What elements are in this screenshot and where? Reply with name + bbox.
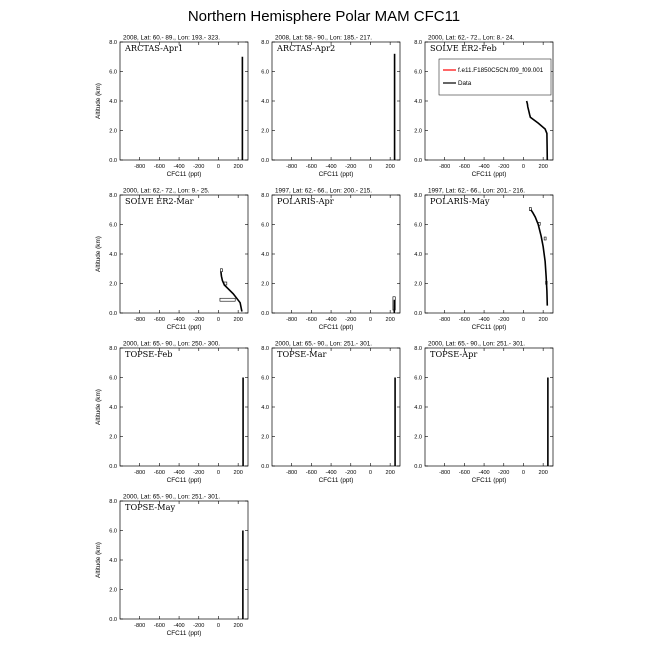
plot-frame — [272, 195, 400, 313]
y-tick-label: 2.0 — [109, 587, 117, 594]
y-tick-label: 8.0 — [109, 499, 117, 505]
x-tick-label: 200 — [385, 164, 395, 170]
y-axis-title: Altitude (km) — [95, 389, 102, 425]
x-tick-label: 200 — [233, 317, 243, 323]
y-tick-label: 8.0 — [261, 346, 269, 352]
plot-frame — [425, 348, 553, 466]
y-tick-label: 0.0 — [109, 158, 117, 164]
x-tick-label: -400 — [325, 317, 337, 323]
x-tick-label: 0 — [368, 317, 373, 323]
y-tick-label: 0.0 — [414, 464, 422, 470]
y-tick-label: 6.0 — [109, 375, 117, 382]
series-line — [221, 272, 242, 312]
x-tick-label: -600 — [153, 623, 165, 629]
x-tick-label: -800 — [286, 164, 298, 170]
x-tick-label: -200 — [345, 317, 357, 323]
y-tick-label: 6.0 — [109, 222, 117, 229]
y-tick-label: 8.0 — [261, 193, 269, 199]
y-tick-label: 8.0 — [109, 193, 117, 199]
panel-label: SOLVE ER2-Feb — [430, 43, 497, 53]
x-tick-label: -800 — [134, 470, 146, 476]
panel-label: TOPSE-Apr — [430, 349, 478, 359]
panel-label: POLARIS-May — [430, 196, 490, 206]
y-tick-label: 2.0 — [261, 434, 269, 441]
panel-label: POLARIS-Apr — [277, 196, 334, 206]
x-tick-label: 0 — [521, 164, 526, 170]
x-tick-label: 0 — [521, 470, 526, 476]
panel-label: TOPSE-Mar — [277, 349, 327, 359]
y-tick-label: 0.0 — [261, 464, 269, 470]
chart-panel — [414, 35, 553, 179]
y-tick-label: 4.0 — [109, 252, 117, 258]
x-tick-label: -400 — [325, 164, 337, 170]
x-tick-label: -200 — [193, 317, 205, 323]
y-axis-title: Altitude (km) — [95, 236, 102, 272]
panel-header: 2008, Lat: 58.- 90., Lon: 185.- 217. — [275, 34, 372, 42]
x-axis-title: CFC11 (ppt) — [318, 324, 354, 331]
x-tick-label: -200 — [345, 470, 357, 476]
x-axis-title: CFC11 (ppt) — [166, 171, 202, 178]
y-tick-label: 8.0 — [261, 40, 269, 46]
x-tick-label: 0 — [216, 164, 221, 170]
series-line — [527, 101, 548, 160]
x-tick-label: -400 — [173, 164, 185, 170]
series-line — [531, 210, 547, 306]
x-tick-label: -800 — [439, 317, 451, 323]
page-title: Northern Hemisphere Polar MAM CFC11 — [187, 8, 461, 25]
chart-panel — [261, 35, 400, 179]
x-tick-label: -600 — [305, 164, 317, 170]
panel-header: 1997, Lat: 62.- 66., Lon: 201.- 216. — [428, 187, 525, 195]
chart-panel — [414, 341, 553, 485]
x-tick-label: -400 — [173, 470, 185, 476]
x-tick-label: -200 — [345, 164, 357, 170]
x-tick-label: -600 — [153, 164, 165, 170]
y-tick-label: 8.0 — [414, 193, 422, 199]
y-tick-label: 2.0 — [109, 128, 117, 135]
x-axis-title: CFC11 (ppt) — [471, 477, 507, 484]
y-tick-label: 2.0 — [261, 281, 269, 288]
x-axis-title: CFC11 (ppt) — [471, 324, 507, 331]
plot-frame — [272, 42, 400, 160]
x-tick-label: -200 — [193, 470, 205, 476]
x-tick-label: -800 — [439, 470, 451, 476]
x-tick-label: -200 — [498, 164, 510, 170]
y-tick-label: 4.0 — [414, 405, 422, 411]
x-tick-label: -600 — [458, 317, 470, 323]
y-tick-label: 0.0 — [414, 311, 422, 317]
x-tick-label: 200 — [538, 470, 548, 476]
x-tick-label: -200 — [193, 164, 205, 170]
data-box — [220, 269, 222, 272]
panel-header: 2000, Lat: 65.- 90., Lon: 250.- 300. — [123, 340, 220, 348]
y-tick-label: 2.0 — [109, 281, 117, 288]
x-axis-title: CFC11 (ppt) — [471, 171, 507, 178]
x-tick-label: 200 — [233, 623, 243, 629]
x-axis-title: CFC11 (ppt) — [318, 477, 354, 484]
y-tick-label: 4.0 — [261, 99, 269, 105]
y-tick-label: 8.0 — [414, 346, 422, 352]
legend-entry: Data — [458, 80, 472, 87]
legend-entry: f.e11.F1850C5CN.f09_f09.001 — [458, 67, 544, 74]
x-tick-label: 200 — [385, 470, 395, 476]
x-tick-label: 200 — [233, 470, 243, 476]
plot-frame — [120, 195, 248, 313]
panel-label: SOLVE ER2-Mar — [125, 196, 194, 206]
y-tick-label: 2.0 — [414, 434, 422, 441]
y-tick-label: 8.0 — [109, 346, 117, 352]
y-tick-label: 4.0 — [261, 252, 269, 258]
x-tick-label: -800 — [286, 470, 298, 476]
x-tick-label: 200 — [538, 317, 548, 323]
y-tick-label: 6.0 — [109, 69, 117, 76]
legend — [439, 59, 551, 95]
x-tick-label: -800 — [286, 317, 298, 323]
x-tick-label: -400 — [325, 470, 337, 476]
y-tick-label: 2.0 — [261, 128, 269, 135]
x-tick-label: -600 — [458, 164, 470, 170]
y-tick-label: 0.0 — [109, 464, 117, 470]
y-tick-label: 8.0 — [109, 40, 117, 46]
x-tick-label: -800 — [134, 317, 146, 323]
panel-label: ARCTAS-Apr2 — [277, 43, 336, 53]
y-tick-label: 0.0 — [109, 311, 117, 317]
x-axis-title: CFC11 (ppt) — [166, 630, 202, 637]
y-tick-label: 6.0 — [414, 375, 422, 382]
y-tick-label: 2.0 — [414, 128, 422, 135]
y-tick-label: 4.0 — [414, 99, 422, 105]
data-box — [544, 237, 546, 240]
x-tick-label: -800 — [439, 164, 451, 170]
x-tick-label: -400 — [478, 470, 490, 476]
y-tick-label: 4.0 — [109, 99, 117, 105]
x-tick-label: -400 — [173, 623, 185, 629]
x-tick-label: -800 — [134, 164, 146, 170]
x-tick-label: -600 — [153, 317, 165, 323]
x-tick-label: 0 — [368, 470, 373, 476]
plot-frame — [120, 501, 248, 619]
x-tick-label: 0 — [368, 164, 373, 170]
y-axis-title: Altitude (km) — [95, 83, 102, 119]
y-tick-label: 6.0 — [261, 222, 269, 229]
x-tick-label: 0 — [216, 470, 221, 476]
panel-header: 2000, Lat: 62.- 72., Lon: 9.- 25. — [123, 187, 210, 195]
y-tick-label: 8.0 — [414, 40, 422, 46]
legend-box — [439, 59, 551, 95]
panel-header: 2000, Lat: 65.- 90., Lon: 251.- 301. — [275, 340, 372, 348]
x-tick-label: 200 — [233, 164, 243, 170]
y-tick-label: 0.0 — [261, 311, 269, 317]
y-tick-label: 0.0 — [109, 617, 117, 623]
panel-header: 1997, Lat: 62.- 66., Lon: 200.- 215. — [275, 187, 372, 195]
panel-label: ARCTAS-Apr1 — [125, 43, 184, 53]
x-tick-label: 0 — [521, 317, 526, 323]
x-tick-label: 200 — [385, 317, 395, 323]
x-tick-label: -400 — [478, 164, 490, 170]
chart-panel — [261, 341, 400, 485]
y-axis-title: Altitude (km) — [95, 542, 102, 578]
y-tick-label: 4.0 — [414, 252, 422, 258]
y-tick-label: 0.0 — [414, 158, 422, 164]
x-tick-label: -400 — [173, 317, 185, 323]
chart-panel — [95, 341, 248, 485]
y-tick-label: 4.0 — [109, 405, 117, 411]
x-tick-label: -400 — [478, 317, 490, 323]
panel-header: 2000, Lat: 62.- 72., Lon: 8.- 24. — [428, 34, 515, 42]
y-tick-label: 2.0 — [109, 434, 117, 441]
chart-panel — [95, 188, 248, 332]
x-axis-title: CFC11 (ppt) — [318, 171, 354, 178]
plot-frame — [272, 348, 400, 466]
x-axis-title: CFC11 (ppt) — [166, 324, 202, 331]
x-tick-label: -200 — [193, 623, 205, 629]
data-box — [220, 298, 235, 301]
y-tick-label: 0.0 — [261, 158, 269, 164]
plot-frame — [120, 42, 248, 160]
panel-label: TOPSE-Feb — [125, 349, 173, 359]
panel-header: 2000, Lat: 65.- 90., Lon: 251.- 301. — [428, 340, 525, 348]
x-tick-label: -600 — [305, 317, 317, 323]
x-tick-label: 200 — [538, 164, 548, 170]
y-tick-label: 4.0 — [109, 558, 117, 564]
x-tick-label: -800 — [134, 623, 146, 629]
plot-frame — [120, 348, 248, 466]
y-tick-label: 2.0 — [414, 281, 422, 288]
x-tick-label: -200 — [498, 470, 510, 476]
y-tick-label: 6.0 — [261, 69, 269, 76]
chart-panel — [95, 35, 248, 179]
x-tick-label: -600 — [458, 470, 470, 476]
x-tick-label: -600 — [305, 470, 317, 476]
chart-panel — [261, 188, 400, 332]
x-tick-label: -600 — [153, 470, 165, 476]
chart-panel — [95, 494, 248, 638]
panel-label: TOPSE-May — [125, 502, 176, 512]
y-tick-label: 6.0 — [414, 69, 422, 76]
x-axis-title: CFC11 (ppt) — [166, 477, 202, 484]
x-tick-label: -200 — [498, 317, 510, 323]
panel-header: 2000, Lat: 65.- 90., Lon: 251.- 301. — [123, 493, 220, 501]
x-tick-label: 0 — [216, 317, 221, 323]
chart-panel — [414, 188, 553, 332]
panel-header: 2008, Lat: 60.- 89., Lon: 193.- 323. — [123, 34, 220, 42]
y-tick-label: 6.0 — [261, 375, 269, 382]
x-tick-label: 0 — [216, 623, 221, 629]
y-tick-label: 6.0 — [414, 222, 422, 229]
y-tick-label: 4.0 — [261, 405, 269, 411]
y-tick-label: 6.0 — [109, 528, 117, 535]
plot-frame — [425, 195, 553, 313]
